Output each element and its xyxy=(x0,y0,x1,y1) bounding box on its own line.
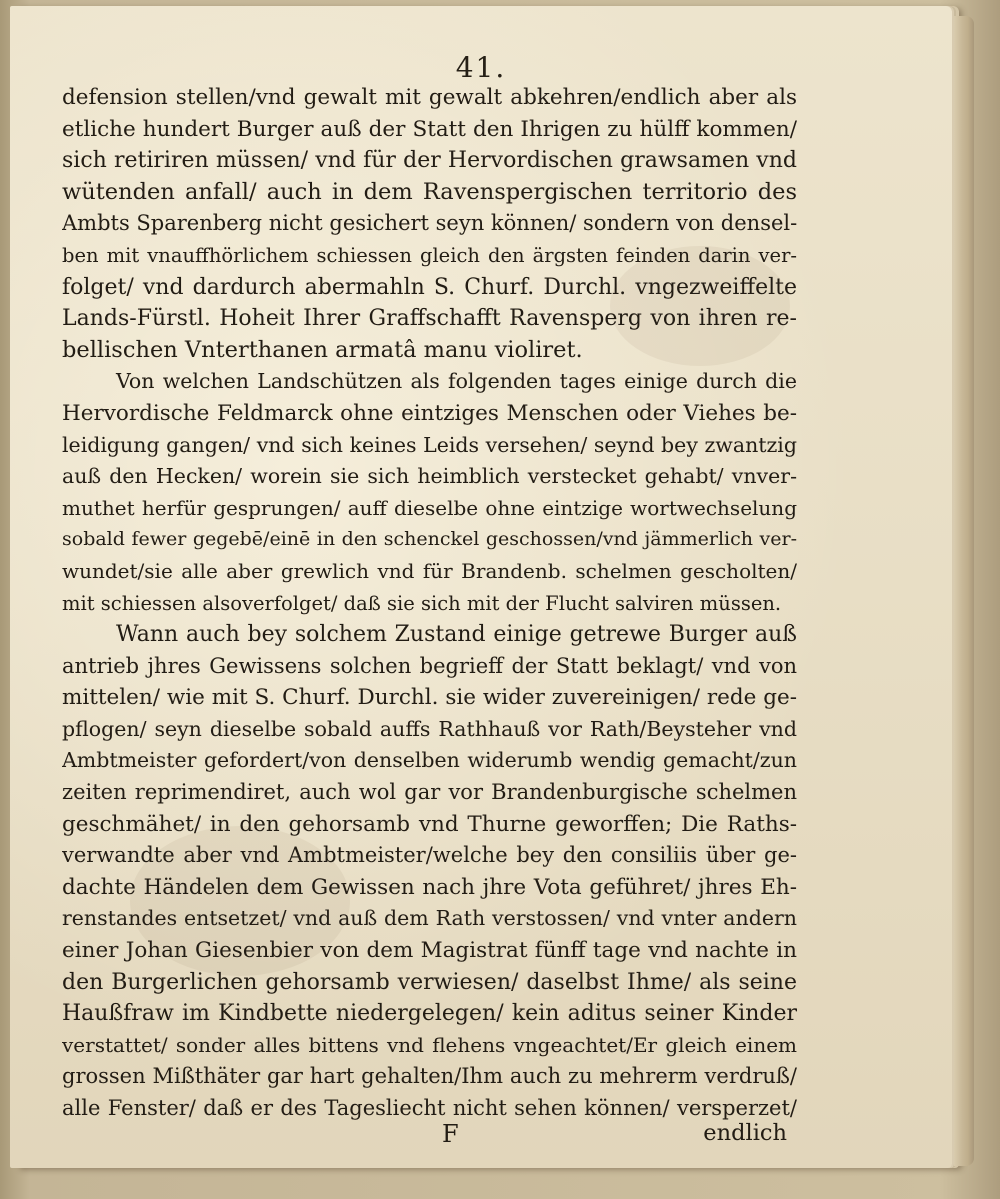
text-line: wütenden anfall/ auch in dem Ravenspergischen territorio des xyxy=(62,178,797,205)
page-footer xyxy=(62,1120,787,1156)
text-line: zeiten reprimendiret, auch wol gar vor Brandenburgische schelmen xyxy=(62,780,797,805)
text-line: Haußfraw im Kindbette niedergelegen/ kein aditus seiner Kinder xyxy=(62,1001,797,1027)
text-line: den Burgerlichen gehorsamb verwiesen/ daselbst Ihme/ als seine xyxy=(62,969,797,995)
text-line: auß den Hecken/ worein sie sich heimblich verstecket gehabt/ vnver- xyxy=(62,464,797,489)
signature-mark: F xyxy=(442,1120,459,1148)
text-line: etliche hundert Burger auß der Statt den Ihrigen zu hülff kommen/ xyxy=(62,116,797,142)
text-line: grossen Mißthäter gar hart gehalten/Ihm auch zu mehrerm verdruß/ xyxy=(62,1064,797,1089)
text-line: einer Johan Giesenbier von dem Magistrat fünff tage vnd nachte in xyxy=(62,938,797,964)
text-line: mittelen/ wie mit S. Churf. Durchl. sie wider zuvereinigen/ rede ge- xyxy=(62,685,797,711)
text-line: antrieb jhres Gewissens solchen begrieff der Statt beklagt/ vnd von xyxy=(62,653,797,678)
paragraph-end-line: bellischen Vnterthanen armatâ manu violiret. xyxy=(62,336,583,363)
text-line: defension stellen/vnd gewalt mit gewalt abkehren/endlich aber als xyxy=(62,85,797,110)
catchword: endlich xyxy=(703,1120,787,1146)
text-line: sich retiriren müssen/ vnd für der Hervordischen grawsamen vnd xyxy=(62,148,797,174)
text-line: renstandes entsetzet/ vnd auß dem Rath verstossen/ vnd vnter andern xyxy=(62,906,797,931)
text-line: muthet herfür gesprungen/ auff dieselbe ohne eintzige wortwechselung xyxy=(62,495,797,520)
text-line: Hervordische Feldmarck ohne eintziges Menschen oder Viehes be- xyxy=(62,400,797,426)
text-line: Lands-Fürstl. Hoheit Ihrer Graffschafft Ravensperg von ihren re- xyxy=(62,306,797,332)
text-line: verwandte aber vnd Ambtmeister/welche bey den consiliis über ge- xyxy=(62,843,797,868)
text-line: leidigung gangen/ vnd sich keines Leids versehen/ seynd bey zwantzig xyxy=(62,432,797,457)
body-text xyxy=(62,82,797,1125)
text-line: ben mit vnauffhörlichem schiessen gleich den ärgsten feinden darin ver- xyxy=(62,243,797,267)
text-line: alle Fenster/ daß er des Tagesliecht nicht sehen können/ versperzet/ xyxy=(62,1096,797,1120)
text-line: folget/ vnd dardurch abermahln S. Churf. Durchl. vngezweiffelte xyxy=(62,274,797,300)
text-line: Ambts Sparenberg nicht gesichert seyn können/ sondern von densel- xyxy=(62,211,797,236)
book-page xyxy=(10,6,952,1168)
paragraph-start-line: Wann auch bey solchem Zustand einige getrewe Burger auß xyxy=(116,622,797,648)
text-line: verstattet/ sonder alles bittens vnd flehens vngeachtet/Er gleich einem xyxy=(62,1032,797,1057)
text-line: dachte Händelen dem Gewissen nach jhre Vota geführet/ jhres Eh- xyxy=(62,874,797,900)
text-line: geschmähet/ in den gehorsamb vnd Thurne geworffen; Die Raths- xyxy=(62,811,797,837)
text-line: pflogen/ seyn dieselbe sobald auffs Rathhauß vor Rath/Beysteher vnd xyxy=(62,716,797,741)
paragraph-end-line: mit schiessen alsoverfolget/ daß sie sich mit der Flucht salviren müssen. xyxy=(62,591,782,615)
text-line: wundet/sie alle aber grewlich vnd für Brandenb. schelmen gescholten/ xyxy=(62,558,797,583)
page-number: 41. xyxy=(455,51,507,84)
text-line: sobald fewer gegebē/einē in den schenckel geschossen/vnd jämmerlich ver- xyxy=(62,528,797,551)
text-line: Ambtmeister gefordert/von denselben widerumb wendig gemacht/zun xyxy=(62,748,797,773)
page-edge xyxy=(954,16,974,1166)
paragraph-start-line: Von welchen Landschützen als folgenden tages einige durch die xyxy=(116,369,797,394)
